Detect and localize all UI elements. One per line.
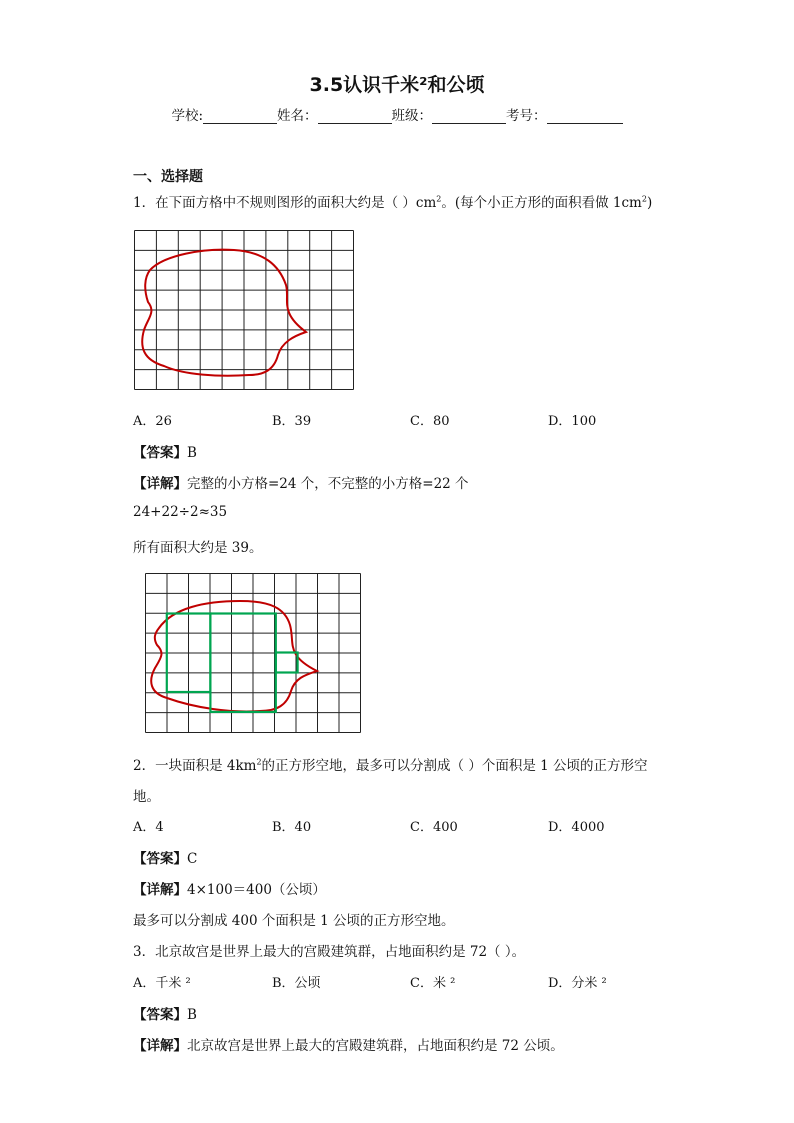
- q1-option-c: C．80: [410, 414, 450, 429]
- irregular-shape-outline: [142, 250, 306, 376]
- q3-option-c: C．米 ²: [410, 976, 456, 991]
- name-blank: [318, 109, 392, 124]
- school-label: 学校:: [171, 108, 204, 124]
- q3-answer: 【答案】B: [133, 1007, 197, 1023]
- question-2-text-cont: 地。: [133, 789, 160, 805]
- q2-option-d: D．4000: [548, 820, 605, 835]
- section-heading: 一、选择题: [133, 169, 203, 185]
- q1-detail-calc: 24+22÷2≈35: [133, 504, 228, 520]
- q3-option-d: D．分米 ²: [548, 976, 607, 991]
- question-1-grid-figure: [134, 230, 356, 392]
- q3-option-a: A．千米 ²: [133, 976, 191, 991]
- class-label: 班级：: [391, 108, 433, 124]
- q3-option-b: B．公顷: [272, 976, 321, 991]
- class-blank: [432, 109, 506, 124]
- q2-option-c: C．400: [410, 820, 458, 835]
- student-info-line: [0, 104, 794, 124]
- q1-detail-conclusion: 所有面积大约是 39。: [133, 540, 263, 556]
- question-2-text: 2．一块面积是 $4km^2$的正方形空地，最多可以分割成（ ）个面积是 1 公顷的正方形空: [133, 757, 648, 774]
- number-blank: [547, 109, 623, 124]
- q1-option-a: A．26: [133, 414, 172, 429]
- question-3-text: 3．北京故宫是世界上最大的宫殿建筑群，占地面积约是 72（ ）。: [133, 944, 526, 960]
- question-1-text: 1．在下面方格中不规则图形的面积大约是（ ）$cm^2$。(每个小正方形的面积看做 $1cm^2$): [133, 194, 653, 211]
- q1-answer: 【答案】B: [133, 445, 197, 461]
- q3-detail: 【详解】北京故宫是世界上最大的宫殿建筑群，占地面积约是 72 公顷。: [133, 1038, 564, 1054]
- q2-detail: 【详解】4×100＝400（公顷）: [133, 882, 326, 898]
- q1-option-b: B．39: [272, 414, 312, 429]
- question-1-solution-figure: [145, 573, 363, 735]
- number-label: 考号：: [506, 108, 547, 124]
- q2-detail-conclusion: 最多可以分割成 400 个面积是 1 公顷的正方形空地。: [133, 913, 455, 929]
- name-label: 姓名：: [277, 108, 318, 124]
- school-blank: [203, 109, 277, 124]
- q1-option-d: D．100: [548, 414, 597, 429]
- page-title: 3.5认识千米²和公顷: [309, 74, 485, 96]
- complete-squares-highlight: [167, 614, 298, 712]
- q2-option-b: B．40: [272, 820, 312, 835]
- q2-answer: 【答案】C: [133, 851, 198, 867]
- q2-option-a: A．4: [133, 820, 164, 835]
- solution-shape-outline: [151, 601, 317, 711]
- q1-detail: 【详解】完整的小方格=24 个，不完整的小方格=22 个: [133, 476, 469, 492]
